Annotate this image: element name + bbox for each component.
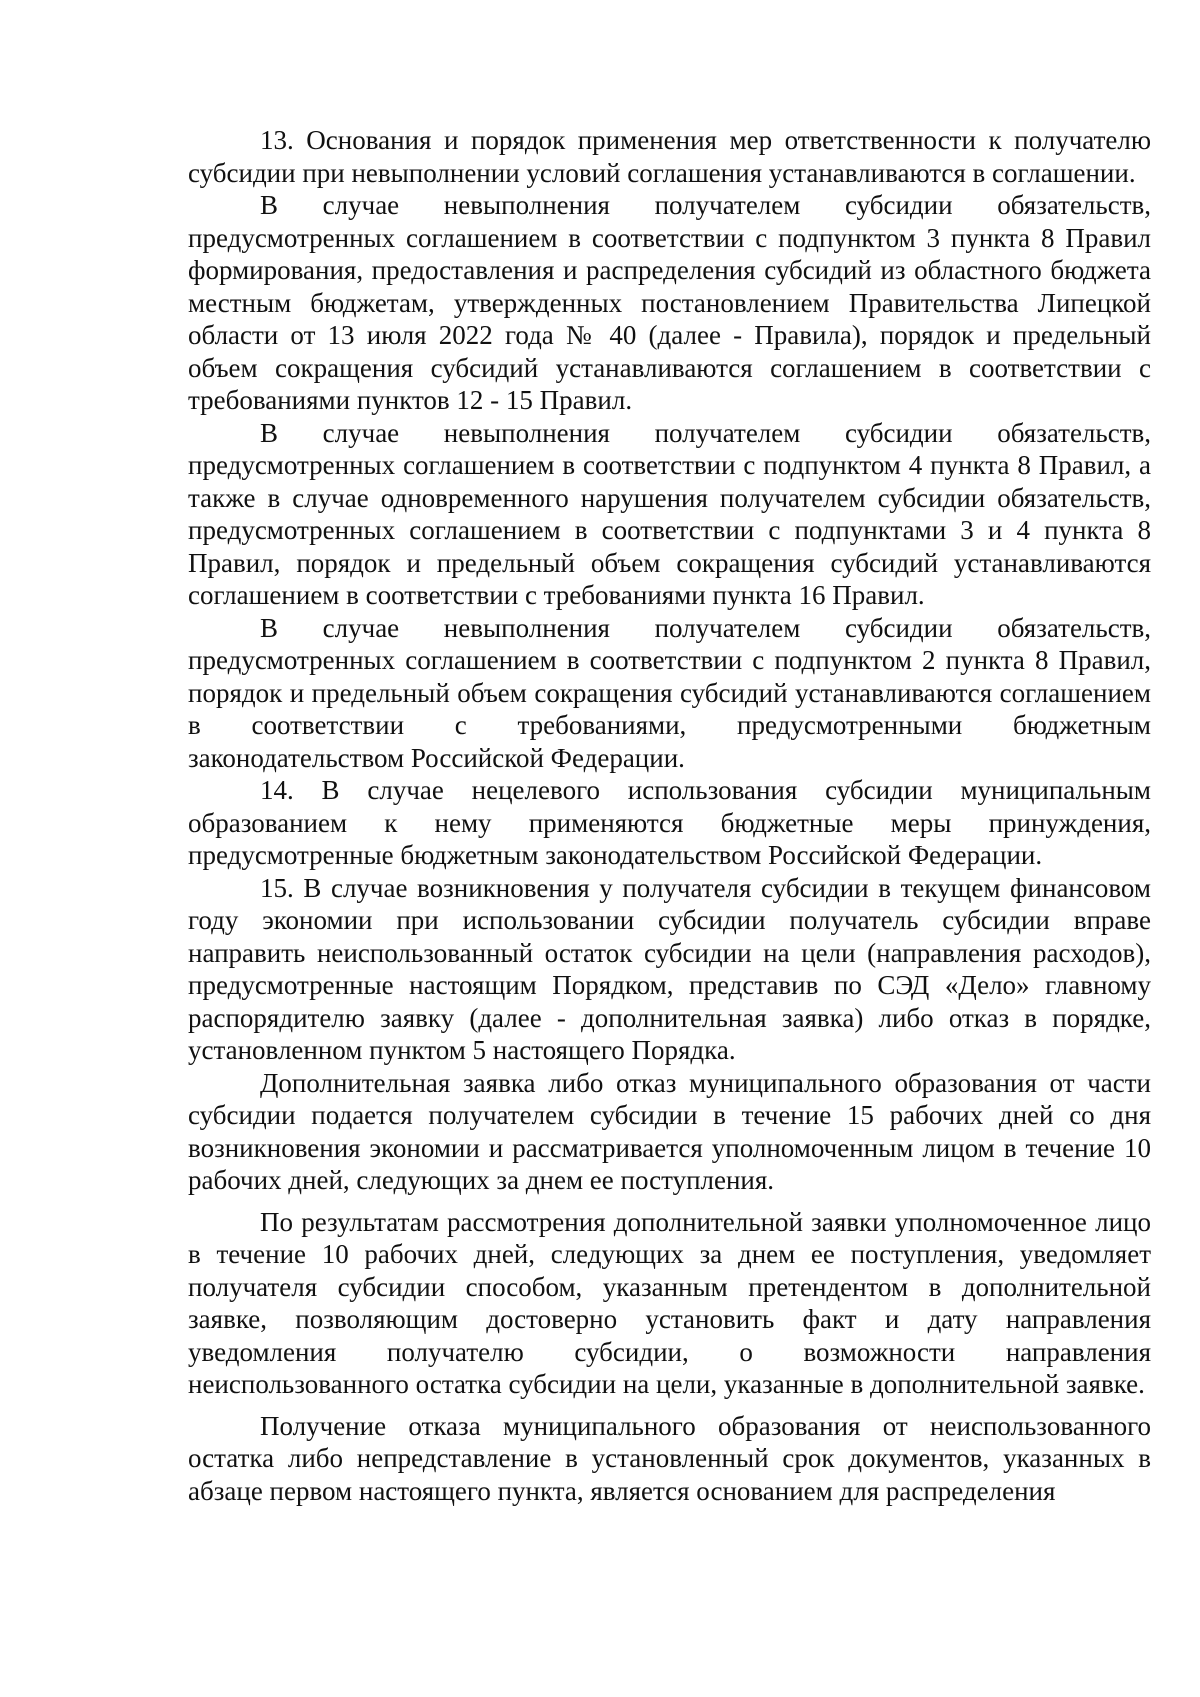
paragraph-13-subpoint-2: В случае невыполнения получателем субсидии обязательств, предусмотренных соглашением в соответствии с подпунктом 2 пункта 8 Правил, порядок и предельный объем сокращения субсидий устанавливаются соглашением в соответствии с требованиями, предусмотренными бюджетным законодательством Российской Федерации.: [188, 612, 1151, 773]
paragraph-13-subpoint-4: В случае невыполнения получателем субсидии обязательств, предусмотренных соглашением в соответствии с подпунктом 4 пункта 8 Правил, а также в случае одновременного нарушения получателем субсидии обязательств, предусмотренных соглашением в соответствии с подпунктами 3 и 4 пункта 8 Правил, порядок и предельный объем сокращения субсидий устанавливаются соглашением в соответствии с требованиями пункта 16 Правил.: [188, 417, 1151, 610]
paragraph-15: 15. В случае возникновения у получателя субсидии в текущем финансовом году экономии при использовании субсидии получатель субсидии вправе направить неиспользованный остаток субсидии на цели (направления расходов), предусмотренные настоящим Порядком, представив по СЭД «Дело» главному распорядителю заявку (далее - дополнительная заявка) либо отказ в порядке, установленном пунктом 5 настоящего Порядка.: [188, 872, 1151, 1065]
paragraph-13: 13. Основания и порядок применения мер ответственности к получателю субсидии при невыполнении условий соглашения устанавливаются в соглашении.: [188, 125, 1151, 188]
paragraph-15-additional-request: Дополнительная заявка либо отказ муниципального образования от части субсидии подается получателем субсидии в течение 15 рабочих дней со дня возникновения экономии и рассматривается уполномоченным лицом в течение 10 рабочих дней, следующих за днем ее поступления.: [188, 1067, 1151, 1195]
paragraph-14: 14. В случае нецелевого использования субсидии муниципальным образованием к нему применяются бюджетные меры принуждения, предусмотренные бюджетным законодательством Российской Федерации.: [188, 775, 1151, 870]
paragraph-13-subpoint-3: В случае невыполнения получателем субсидии обязательств, предусмотренных соглашением в соответствии с подпунктом 3 пункта 8 Правил формирования, предоставления и распределения субсидий из областного бюджета местным бюджетам, утвержденных постановлением Правительства Липецкой области от 13 июля 2022 года № 40 (далее - Правила), порядок и предельный объем сокращения субсидий устанавливаются соглашением в соответствии с требованиями пунктов 12 - 15 Правил.: [188, 190, 1151, 415]
paragraph-15-review-results: По результатам рассмотрения дополнительной заявки уполномоченное лицо в течение 10 рабочих дней, следующих за днем ее поступления, уведомляет получателя субсидии способом, указанным претендентом в дополнительной заявке, позволяющим достоверно установить факт и дату направления уведомления получателю субсидии, о возможности направления неиспользованного остатка субсидии на цели, указанные в дополнительной заявке.: [188, 1206, 1151, 1399]
document-body: [188, 124, 1151, 1507]
paragraph-15-refusal: Получение отказа муниципального образования от неиспользованного остатка либо непредставление в установленный срок документов, указанных в абзаце первом настоящего пункта, является основанием для распределения: [188, 1410, 1151, 1506]
